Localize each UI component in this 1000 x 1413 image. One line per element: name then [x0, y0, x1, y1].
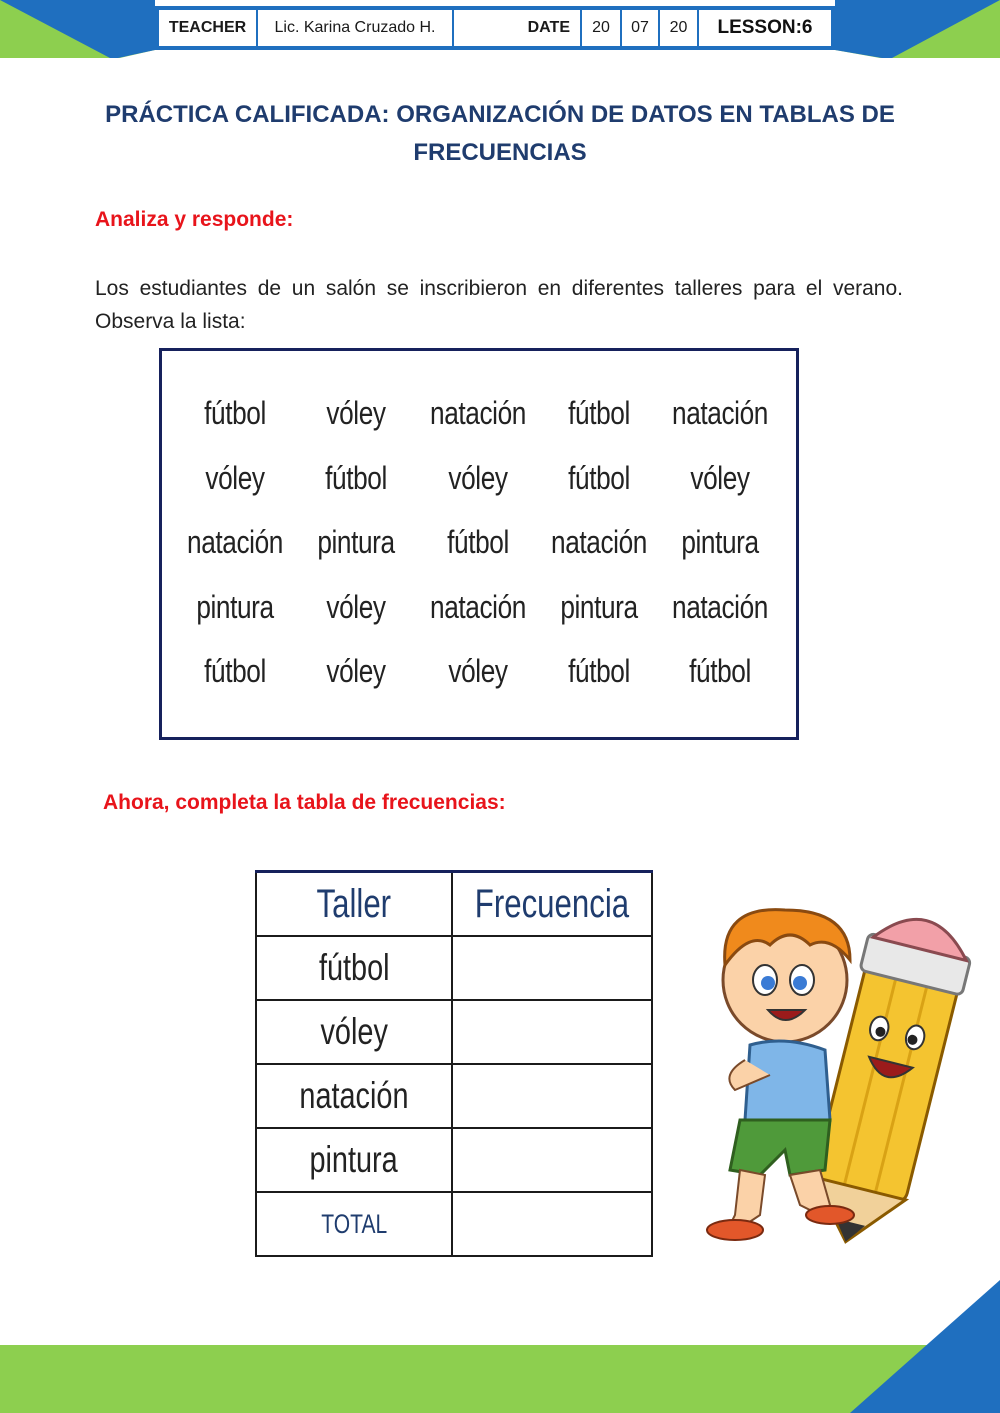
workshop-list-box — [159, 348, 799, 740]
footer-band — [0, 1280, 1000, 1413]
section-heading-analyze: Analiza y responde: — [95, 208, 294, 231]
workshop-word: fútbol — [447, 524, 509, 560]
header-info-row — [159, 10, 699, 46]
workshop-word: vóley — [690, 460, 750, 496]
workshop-word: natación — [672, 589, 768, 625]
workshop-word: vóley — [326, 589, 386, 625]
page-title: PRÁCTICA CALIFICADA: ORGANIZACIÓN DE DATOS EN TABLAS DE FRECUENCIAS — [105, 101, 895, 166]
workshop-word: fútbol — [689, 653, 751, 689]
header-taller: Taller — [256, 872, 452, 937]
frequency-answer-cell[interactable] — [452, 1064, 652, 1128]
workshop-word: vóley — [448, 653, 508, 689]
row-label: pintura — [256, 1128, 452, 1192]
section-heading-complete: Ahora, completa la tabla de frecuencias: — [103, 791, 506, 814]
header-frecuencia: Frecuencia — [452, 872, 652, 937]
frequency-answer-cell[interactable] — [452, 936, 652, 1000]
teacher-label: TEACHER — [159, 10, 258, 46]
workshop-word: natación — [187, 524, 283, 560]
workshop-word: vóley — [326, 395, 386, 431]
workshop-word: fútbol — [204, 653, 266, 689]
total-label: TOTAL — [256, 1192, 452, 1256]
workshop-word: pintura — [317, 524, 395, 560]
workshop-word: natación — [672, 395, 768, 431]
workshop-word: fútbol — [325, 460, 387, 496]
row-label: natación — [256, 1064, 452, 1128]
workshop-word: pintura — [196, 589, 274, 625]
row-label: fútbol — [256, 936, 452, 1000]
date-day: 20 — [582, 10, 622, 46]
table-row — [256, 1128, 652, 1192]
lesson-number: LESSON:6 — [699, 10, 831, 46]
workshop-word: natación — [430, 589, 526, 625]
workshop-word: fútbol — [568, 395, 630, 431]
workshop-word: pintura — [560, 589, 638, 625]
workshop-word: pintura — [681, 524, 759, 560]
frequency-table — [255, 870, 653, 1257]
workshop-word: vóley — [448, 460, 508, 496]
teacher-name: Lic. Karina Cruzado H. — [258, 10, 454, 46]
table-header-row — [256, 872, 652, 937]
date-month: 07 — [622, 10, 660, 46]
table-total-row — [256, 1192, 652, 1256]
table-row — [256, 1064, 652, 1128]
row-label: vóley — [256, 1000, 452, 1064]
date-label: DATE — [454, 10, 582, 46]
total-answer-cell[interactable] — [452, 1192, 652, 1256]
table-row — [256, 1000, 652, 1064]
intro-paragraph: Los estudiantes de un salón se inscribieron en diferentes talleres para el verano. Observa la lista: — [95, 277, 903, 333]
workshop-word: natación — [551, 524, 647, 560]
date-year: 20 — [660, 10, 699, 46]
workshop-word: fútbol — [568, 460, 630, 496]
workshop-word: vóley — [205, 460, 265, 496]
workshop-word: fútbol — [204, 395, 266, 431]
boy-with-pencil-illustration — [690, 885, 990, 1250]
workshop-word: natación — [430, 395, 526, 431]
workshop-word: fútbol — [568, 653, 630, 689]
table-row — [256, 936, 652, 1000]
workshop-word: vóley — [326, 653, 386, 689]
frequency-answer-cell[interactable] — [452, 1128, 652, 1192]
frequency-answer-cell[interactable] — [452, 1000, 652, 1064]
